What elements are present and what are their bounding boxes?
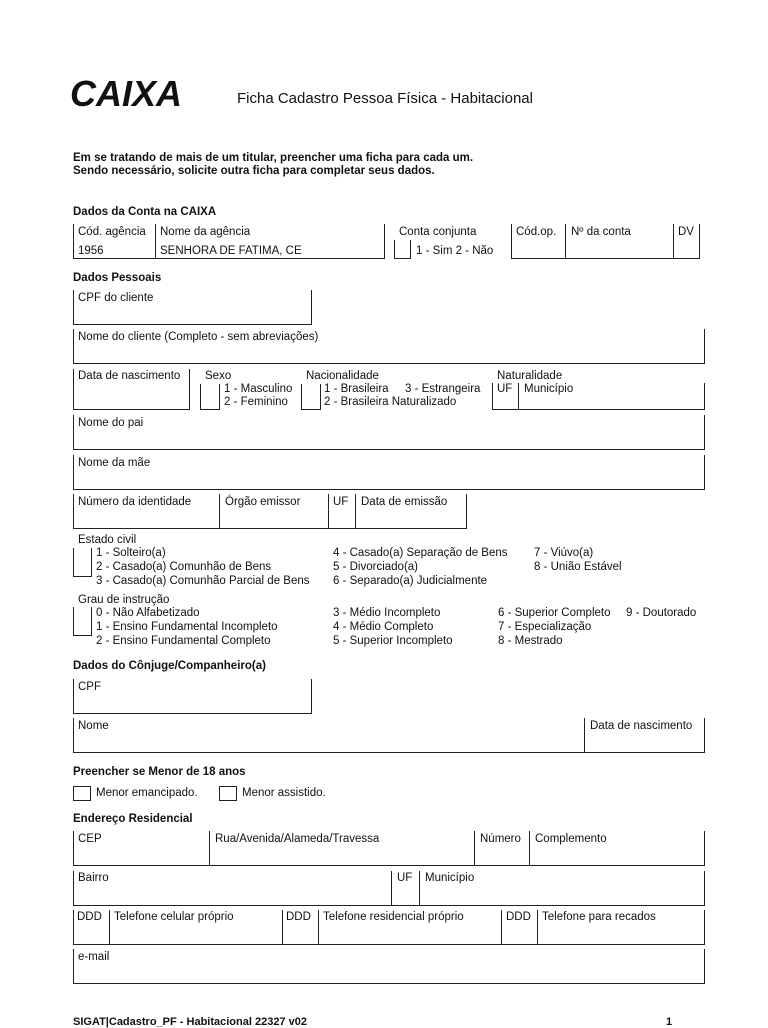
sexo-opt-1: 1 - Masculino xyxy=(224,383,293,395)
grau-opt-6: 6 - Superior Completo xyxy=(498,607,611,619)
section-menor: Preencher se Menor de 18 anos xyxy=(73,766,246,778)
rua-label: Rua/Avenida/Alameda/Travessa xyxy=(215,833,380,845)
celular-label: Telefone celular próprio xyxy=(114,911,234,923)
nacionalidade-opt-2: 2 - Brasileira Naturalizado xyxy=(324,396,457,408)
nacionalidade-opt-3: 3 - Estrangeira xyxy=(405,383,481,395)
conta-conjunta-label: Conta conjunta xyxy=(399,226,477,238)
conta-conjunta-checkbox[interactable] xyxy=(394,240,411,259)
estado-civil-opt-3: 3 - Casado(a) Comunhão Parcial de Bens xyxy=(96,575,310,587)
grau-opt-1: 1 - Ensino Fundamental Incompleto xyxy=(96,621,278,633)
ddd-celular-label: DDD xyxy=(77,911,102,923)
naturalidade-label: Naturalidade xyxy=(497,370,563,382)
sexo-checkbox[interactable] xyxy=(200,384,220,410)
cod-agencia-label: Cód. agência xyxy=(78,226,146,238)
conjuge-nome-field[interactable] xyxy=(73,718,585,753)
menor-emancipado-label: Menor emancipado. xyxy=(96,787,198,799)
section-conjuge: Dados do Cônjuge/Companheiro(a) xyxy=(73,660,266,672)
footer-form-code: SIGAT|Cadastro_PF - Habitacional 22327 v02 xyxy=(73,1016,307,1028)
ddd-residencial-label: DDD xyxy=(286,911,311,923)
numero-label: Número xyxy=(480,833,521,845)
grau-opt-0: 0 - Não Alfabetizado xyxy=(96,607,200,619)
estado-civil-opt-7: 7 - Viúvo(a) xyxy=(534,547,594,559)
conjuge-cpf-field[interactable] xyxy=(73,679,312,714)
grau-opt-8: 8 - Mestrado xyxy=(498,635,563,647)
cod-agencia-value: 1956 xyxy=(78,245,104,257)
nome-mae-label: Nome da mãe xyxy=(78,457,151,469)
residencial-label: Telefone residencial próprio xyxy=(323,911,464,923)
section-endereco: Endereço Residencial xyxy=(73,813,193,825)
intro-line-2: Sendo necessário, solicite outra ficha para completar seus dados. xyxy=(73,165,435,177)
estado-civil-opt-5: 5 - Divorciado(a) xyxy=(333,561,418,573)
endereco-municipio-label: Município xyxy=(425,872,475,884)
bairro-label: Bairro xyxy=(78,872,109,884)
cpf-cliente-label: CPF do cliente xyxy=(78,292,154,304)
estado-civil-opt-8: 8 - União Estável xyxy=(534,561,622,573)
data-nascimento-label: Data de nascimento xyxy=(78,370,181,382)
conta-conjunta-options: 1 - Sim 2 - Não xyxy=(416,245,494,257)
conjuge-cpf-label: CPF xyxy=(78,681,101,693)
nacionalidade-opt-1: 1 - Brasileira xyxy=(324,383,389,395)
grau-opt-9: 9 - Doutorado xyxy=(626,607,697,619)
grau-opt-4: 4 - Médio Completo xyxy=(333,621,434,633)
cod-op-label: Cód.op. xyxy=(516,226,557,238)
data-emissao-label: Data de emissão xyxy=(361,496,448,508)
sexo-label: Sexo xyxy=(205,370,232,382)
conjuge-nascimento-label: Data de nascimento xyxy=(590,720,693,732)
caixa-logo: CAIXA xyxy=(70,73,183,114)
estado-civil-opt-6: 6 - Separado(a) Judicialmente xyxy=(333,575,488,587)
cep-label: CEP xyxy=(78,833,102,845)
nome-mae-field[interactable] xyxy=(73,455,705,490)
nacionalidade-label: Nacionalidade xyxy=(306,370,379,382)
grau-opt-3: 3 - Médio Incompleto xyxy=(333,607,441,619)
identidade-uf-label: UF xyxy=(333,496,349,508)
bairro-field[interactable] xyxy=(73,871,392,906)
intro-line-1: Em se tratando de mais de um titular, preencher uma ficha para cada um. xyxy=(73,152,474,164)
complemento-label: Complemento xyxy=(535,833,607,845)
conjuge-nome-label: Nome xyxy=(78,720,109,732)
sexo-opt-2: 2 - Feminino xyxy=(224,396,288,408)
estado-civil-checkbox[interactable] xyxy=(73,548,92,577)
nome-pai-label: Nome do pai xyxy=(78,417,144,429)
recados-label: Telefone para recados xyxy=(542,911,656,923)
naturalidade-uf-label: UF xyxy=(497,383,513,395)
nome-cliente-label: Nome do cliente (Completo - sem abreviações) xyxy=(78,331,319,343)
nacionalidade-checkbox[interactable] xyxy=(301,384,321,410)
grau-opt-2: 2 - Ensino Fundamental Completo xyxy=(96,635,271,647)
estado-civil-opt-2: 2 - Casado(a) Comunhão de Bens xyxy=(96,561,272,573)
estado-civil-opt-4: 4 - Casado(a) Separação de Bens xyxy=(333,547,508,559)
section-pessoais: Dados Pessoais xyxy=(73,272,162,284)
estado-civil-label: Estado civil xyxy=(78,534,137,546)
nome-agencia-label: Nome da agência xyxy=(160,226,251,238)
grau-instrucao-label: Grau de instrução xyxy=(78,594,170,606)
dv-label: DV xyxy=(678,226,694,238)
ddd-recados-label: DDD xyxy=(506,911,531,923)
menor-emancipado-checkbox[interactable] xyxy=(73,786,91,801)
email-field[interactable] xyxy=(73,949,705,984)
form-title: Ficha Cadastro Pessoa Física - Habitacional xyxy=(237,90,533,107)
grau-opt-5: 5 - Superior Incompleto xyxy=(333,635,453,647)
nome-pai-field[interactable] xyxy=(73,415,705,450)
section-conta: Dados da Conta na CAIXA xyxy=(73,206,217,218)
grau-opt-7: 7 - Especialização xyxy=(498,621,592,633)
num-conta-label: Nº da conta xyxy=(571,226,631,238)
naturalidade-municipio-label: Município xyxy=(524,383,574,395)
identidade-label: Número da identidade xyxy=(78,496,192,508)
email-label: e-mail xyxy=(78,951,110,963)
menor-assistido-checkbox[interactable] xyxy=(219,786,237,801)
menor-assistido-label: Menor assistido. xyxy=(242,787,326,799)
nome-agencia-value: SENHORA DE FATIMA, CE xyxy=(160,245,302,257)
estado-civil-opt-1: 1 - Solteiro(a) xyxy=(96,547,166,559)
endereco-uf-label: UF xyxy=(397,872,413,884)
orgao-emissor-label: Órgão emissor xyxy=(225,496,301,508)
footer-page-number: 1 xyxy=(666,1016,673,1028)
grau-instrucao-checkbox[interactable] xyxy=(73,607,92,636)
